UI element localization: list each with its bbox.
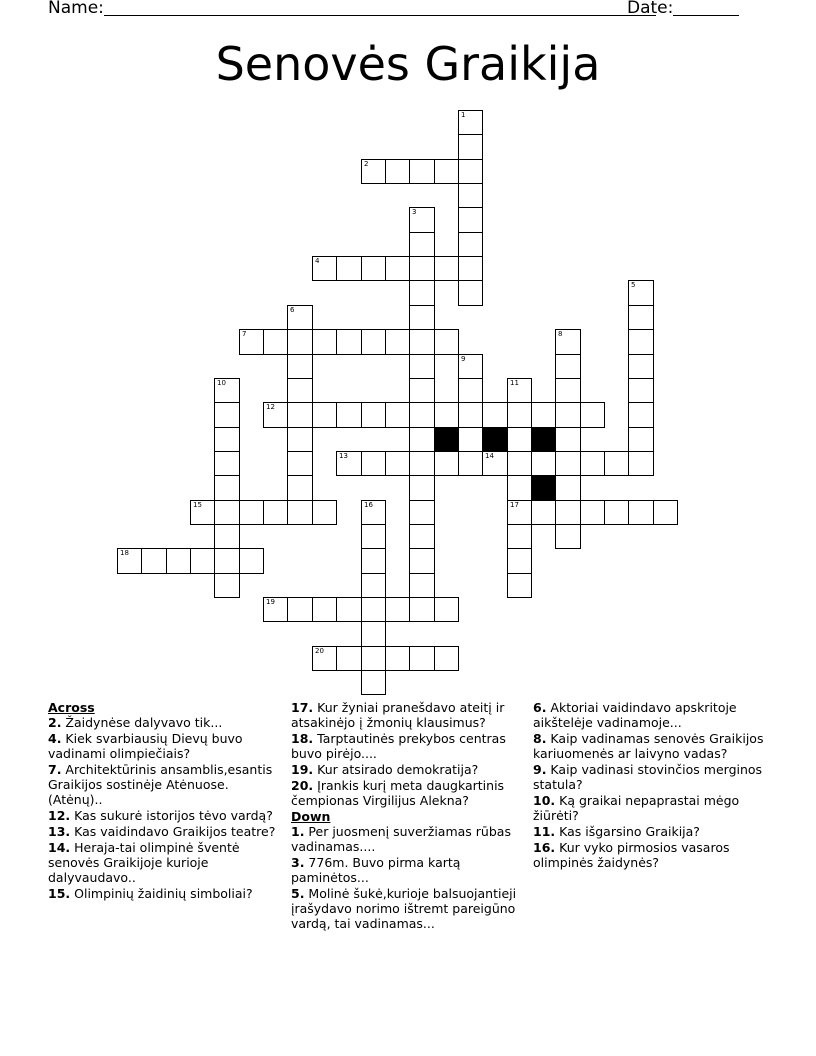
clue-text: Kaip vadinasi stovinčios merginos statula? [533,762,763,792]
crossword-cell[interactable] [409,305,435,330]
date-label: Date: [627,0,674,18]
crossword-cell[interactable] [287,451,313,476]
clue-across [291,762,526,777]
crossword-cell[interactable] [409,159,435,184]
clue-number: 19. [291,762,314,777]
clue-across [48,840,283,885]
crossword-cell[interactable] [117,548,142,574]
clue-section-heading: Down [291,809,331,824]
crossword-cell[interactable] [434,597,459,622]
crossword-cell[interactable] [409,451,435,476]
crossword-cell[interactable] [628,500,654,525]
crossword-cell[interactable] [166,548,191,574]
crossword-cell[interactable] [361,646,386,671]
crossword-cell[interactable] [409,280,435,306]
crossword-cell[interactable] [287,402,313,428]
crossword-cell[interactable] [409,402,435,428]
clues-column-1 [48,700,283,902]
clue-text: Kur vyko pirmosios vasaros olimpinės žaidynės? [533,840,730,870]
cell-number: 4 [315,257,320,265]
page-title: Senovės Graikija [215,37,601,91]
crossword-cell[interactable] [312,646,337,671]
crossword-cell[interactable] [263,597,288,622]
crossword-cell[interactable] [409,500,435,525]
crossword-cell[interactable] [361,597,386,622]
crossword-cell[interactable] [604,451,629,476]
crossword-cell[interactable] [385,646,410,671]
clue-number: 5. [291,886,305,901]
cell-number: 7 [242,330,247,338]
clue-down [533,824,768,839]
clue-across [291,731,526,761]
crossword-cell[interactable] [653,500,678,525]
crossword-cell[interactable] [507,451,532,476]
crossword-cell[interactable] [458,110,483,135]
clue-text: Kaip vadinamas senovės Graikijos kariuomenės ar laivyno vadas? [533,731,764,761]
clue-text: Architektūrinis ansamblis,esantis Graikijos sostinėje Atėnuose. (Atėnų).. [48,762,273,807]
crossword-cell[interactable] [555,378,581,403]
crossword-cell[interactable] [214,378,240,403]
crossword-cell[interactable] [409,573,435,598]
cell-number: 11 [510,379,519,387]
clue-number: 20. [291,778,314,793]
cell-number: 17 [510,501,519,509]
crossword-cell[interactable] [361,256,386,281]
crossword-cell[interactable] [385,597,410,622]
crossword-cell[interactable] [239,548,264,574]
crossword-cell[interactable] [458,232,483,257]
crossword-cell[interactable] [531,500,556,525]
clue-number: 11. [533,824,556,839]
clue-text: Kur žyniai pranešdavo ateitį ir atsakinėjo į žmonių klausimus? [291,700,505,730]
clue-text: Įrankis kurį meta daugkartinis čempionas Virgilijus Alekna? [291,778,505,808]
crossword-cell[interactable] [141,548,167,574]
crossword-cell[interactable] [409,548,435,574]
cell-number: 13 [339,452,348,460]
clue-text: Aktoriai vaidindavo apskritoje aikštelėje vadinamoje... [533,700,737,730]
crossword-cell[interactable] [239,500,264,525]
crossword-cell[interactable] [458,354,483,379]
crossword-cell[interactable] [336,597,362,622]
clue-text: Ką graikai nepaprastai mėgo žiūrėti? [533,793,740,823]
clue-down [533,700,768,730]
crossword-cell[interactable] [555,475,581,501]
crossword-cell[interactable] [580,451,605,476]
cell-number: 19 [266,598,275,606]
crossword-cell[interactable] [531,451,556,476]
crossword-cell[interactable] [555,427,581,452]
crossword-cell[interactable] [507,524,532,549]
crossword-block [531,475,556,501]
crossword-cell[interactable] [190,500,215,525]
crossword-cell[interactable] [263,329,288,355]
crossword-cell[interactable] [628,354,654,379]
crossword-cell[interactable] [214,573,240,598]
clue-number: 12. [48,808,71,823]
crossword-cell[interactable] [214,548,240,574]
crossword-cell[interactable] [507,427,532,452]
crossword-cell[interactable] [287,305,313,330]
clues-column-3 [533,700,768,871]
crossword-cell[interactable] [409,354,435,379]
clue-across [48,762,283,807]
clue-number: 17. [291,700,314,715]
clue-down [533,840,768,870]
crossword-cell[interactable] [361,670,386,695]
crossword-cell[interactable] [214,427,240,452]
crossword-cell[interactable] [336,256,362,281]
crossword-cell[interactable] [361,159,386,184]
crossword-cell[interactable] [214,402,240,428]
crossword-cell[interactable] [361,621,386,647]
crossword-cell[interactable] [385,451,410,476]
crossword-cell[interactable] [263,402,288,428]
crossword-cell[interactable] [555,451,581,476]
crossword-cell[interactable] [409,329,435,355]
crossword-cell[interactable] [336,329,362,355]
crossword-cell[interactable] [214,475,240,501]
crossword-cell[interactable] [385,329,410,355]
crossword-cell[interactable] [458,207,483,233]
crossword-cell[interactable] [580,402,605,428]
crossword-cell[interactable] [555,500,581,525]
clue-number: 3. [291,855,305,870]
crossword-cell[interactable] [555,354,581,379]
crossword-cell[interactable] [385,256,410,281]
crossword-cell[interactable] [214,524,240,549]
clue-section-heading: Across [48,700,95,715]
crossword-cell[interactable] [628,451,654,476]
crossword-cell[interactable] [336,451,362,476]
crossword-cell[interactable] [190,548,215,574]
crossword-block [434,427,459,452]
clue-number: 9. [533,762,547,777]
cell-number: 3 [412,208,417,216]
crossword-cell[interactable] [507,548,532,574]
clue-number: 10. [533,793,556,808]
crossword-cell[interactable] [239,329,264,355]
crossword-cell[interactable] [507,475,532,501]
crossword-block [482,427,508,452]
crossword-cell[interactable] [458,134,483,160]
clue-down [291,855,526,885]
cell-number: 18 [120,549,129,557]
crossword-cell[interactable] [409,427,435,452]
crossword-cell[interactable] [531,402,556,428]
crossword-cell[interactable] [628,402,654,428]
crossword-cell[interactable] [287,329,313,355]
crossword-cell[interactable] [312,329,337,355]
crossword-cell[interactable] [361,548,386,574]
crossword-cell[interactable] [434,402,459,428]
crossword-cell[interactable] [361,524,386,549]
clue-text: Kur atsirado demokratija? [313,762,479,777]
clue-down [533,793,768,823]
crossword-cell[interactable] [628,427,654,452]
clue-text: Kas sukurė istorijos tėvo vardą? [70,808,273,823]
clue-across [48,824,283,839]
crossword-cell[interactable] [287,597,313,622]
crossword-cell[interactable] [214,500,240,525]
clue-across [48,886,283,901]
clue-number: 4. [48,731,62,746]
crossword-cell[interactable] [434,329,459,355]
clue-text: Kiek svarbiausių Dievų buvo vadinami olimpiečiais? [48,731,243,761]
name-label: Name: [48,0,104,18]
crossword-cell[interactable] [507,500,532,525]
clues-column-2 [291,700,526,932]
crossword-cell[interactable] [458,159,483,184]
cell-number: 12 [266,403,275,411]
crossword-cell[interactable] [628,378,654,403]
cell-number: 16 [364,501,373,509]
clue-across [48,808,283,823]
crossword-cell[interactable] [458,183,483,208]
crossword-cell[interactable] [458,451,483,476]
crossword-cell[interactable] [628,280,654,306]
clue-number: 1. [291,824,305,839]
crossword-cell[interactable] [507,378,532,403]
crossword-cell[interactable] [458,256,483,281]
crossword-cell[interactable] [336,402,362,428]
clue-text: 776m. Buvo pirma kartą paminėtos... [291,855,461,885]
clue-text: Tarptautinės prekybos centras buvo pirėjo.... [291,731,506,761]
crossword-cell[interactable] [312,402,337,428]
crossword-cell[interactable] [409,232,435,257]
crossword-cell[interactable] [409,646,435,671]
cell-number: 14 [485,452,494,460]
cell-number: 10 [217,379,226,387]
crossword-cell[interactable] [555,329,581,355]
crossword-cell[interactable] [409,207,435,233]
cell-number: 2 [364,160,369,168]
crossword-cell[interactable] [458,402,483,428]
crossword-cell[interactable] [361,573,386,598]
cell-number: 9 [461,355,466,363]
crossword-cell[interactable] [482,451,508,476]
crossword-cell[interactable] [434,159,459,184]
clue-down [291,886,526,931]
cell-number: 5 [631,281,636,289]
clue-text: Per juosmenį suveržiamas rūbas vadinamas.... [291,824,511,854]
cell-number: 8 [558,330,563,338]
crossword-cell[interactable] [555,524,581,549]
clue-down [533,731,768,761]
crossword-cell[interactable] [312,256,337,281]
clue-text: Heraja-tai olimpinė šventė senovės Graikijoje kurioje dalyvaudavo.. [48,840,240,885]
clue-down [533,762,768,792]
clue-text: Kas išgarsino Graikija? [555,824,700,839]
crossword-cell[interactable] [409,256,435,281]
clue-number: 16. [533,840,556,855]
clue-text: Olimpinių žaidinių simboliai? [70,886,253,901]
crossword-cell[interactable] [385,402,410,428]
crossword-cell[interactable] [361,451,386,476]
crossword-cell[interactable] [214,451,240,476]
crossword-cell[interactable] [263,500,288,525]
crossword-cell[interactable] [361,329,386,355]
clue-down [291,824,526,854]
crossword-cell[interactable] [287,354,313,379]
crossword-cell[interactable] [409,475,435,501]
clue-number: 6. [533,700,547,715]
clue-number: 2. [48,715,62,730]
crossword-cell[interactable] [628,305,654,330]
crossword-cell[interactable] [287,500,313,525]
crossword-cell[interactable] [385,159,410,184]
clue-across [291,700,526,730]
clue-across [48,731,283,761]
crossword-block [531,427,556,452]
crossword-cell[interactable] [409,524,435,549]
crossword-cell[interactable] [434,451,459,476]
clue-number: 7. [48,762,62,777]
clue-number: 14. [48,840,71,855]
clue-text: Molinė šukė,kurioje balsuojantieji įrašydavo norimo ištremt pareigūno vardą, tai vadinamas... [291,886,517,931]
crossword-cell[interactable] [336,646,362,671]
crossword-cell[interactable] [312,500,337,525]
crossword-cell[interactable] [482,402,508,428]
crossword-cell[interactable] [604,500,629,525]
crossword-cell[interactable] [361,402,386,428]
crossword-cell[interactable] [458,378,483,403]
clue-across [48,715,283,730]
crossword-cell[interactable] [434,256,459,281]
crossword-cell[interactable] [628,329,654,355]
crossword-cell[interactable] [287,378,313,403]
cell-number: 15 [193,501,202,509]
clue-text: Žaidynėse dalyvavo tik... [61,715,223,730]
crossword-cell[interactable] [409,378,435,403]
cell-number: 6 [290,306,295,314]
clue-text: Kas vaidindavo Graikijos teatre? [70,824,276,839]
crossword-cell[interactable] [287,427,313,452]
clue-number: 8. [533,731,547,746]
crossword-cell[interactable] [287,475,313,501]
clue-number: 15. [48,886,71,901]
crossword-cell[interactable] [434,646,459,671]
clue-number: 13. [48,824,71,839]
cell-number: 1 [461,111,466,119]
crossword-cell[interactable] [312,597,337,622]
cell-number: 20 [315,647,324,655]
crossword-cell[interactable] [580,500,605,525]
crossword-cell[interactable] [507,573,532,598]
crossword-cell[interactable] [409,597,435,622]
clue-across [291,778,526,808]
crossword-cell[interactable] [458,280,483,306]
crossword-cell[interactable] [458,427,483,452]
clue-number: 18. [291,731,314,746]
crossword-cell[interactable] [555,402,581,428]
crossword-cell[interactable] [507,402,532,428]
crossword-cell[interactable] [361,500,386,525]
